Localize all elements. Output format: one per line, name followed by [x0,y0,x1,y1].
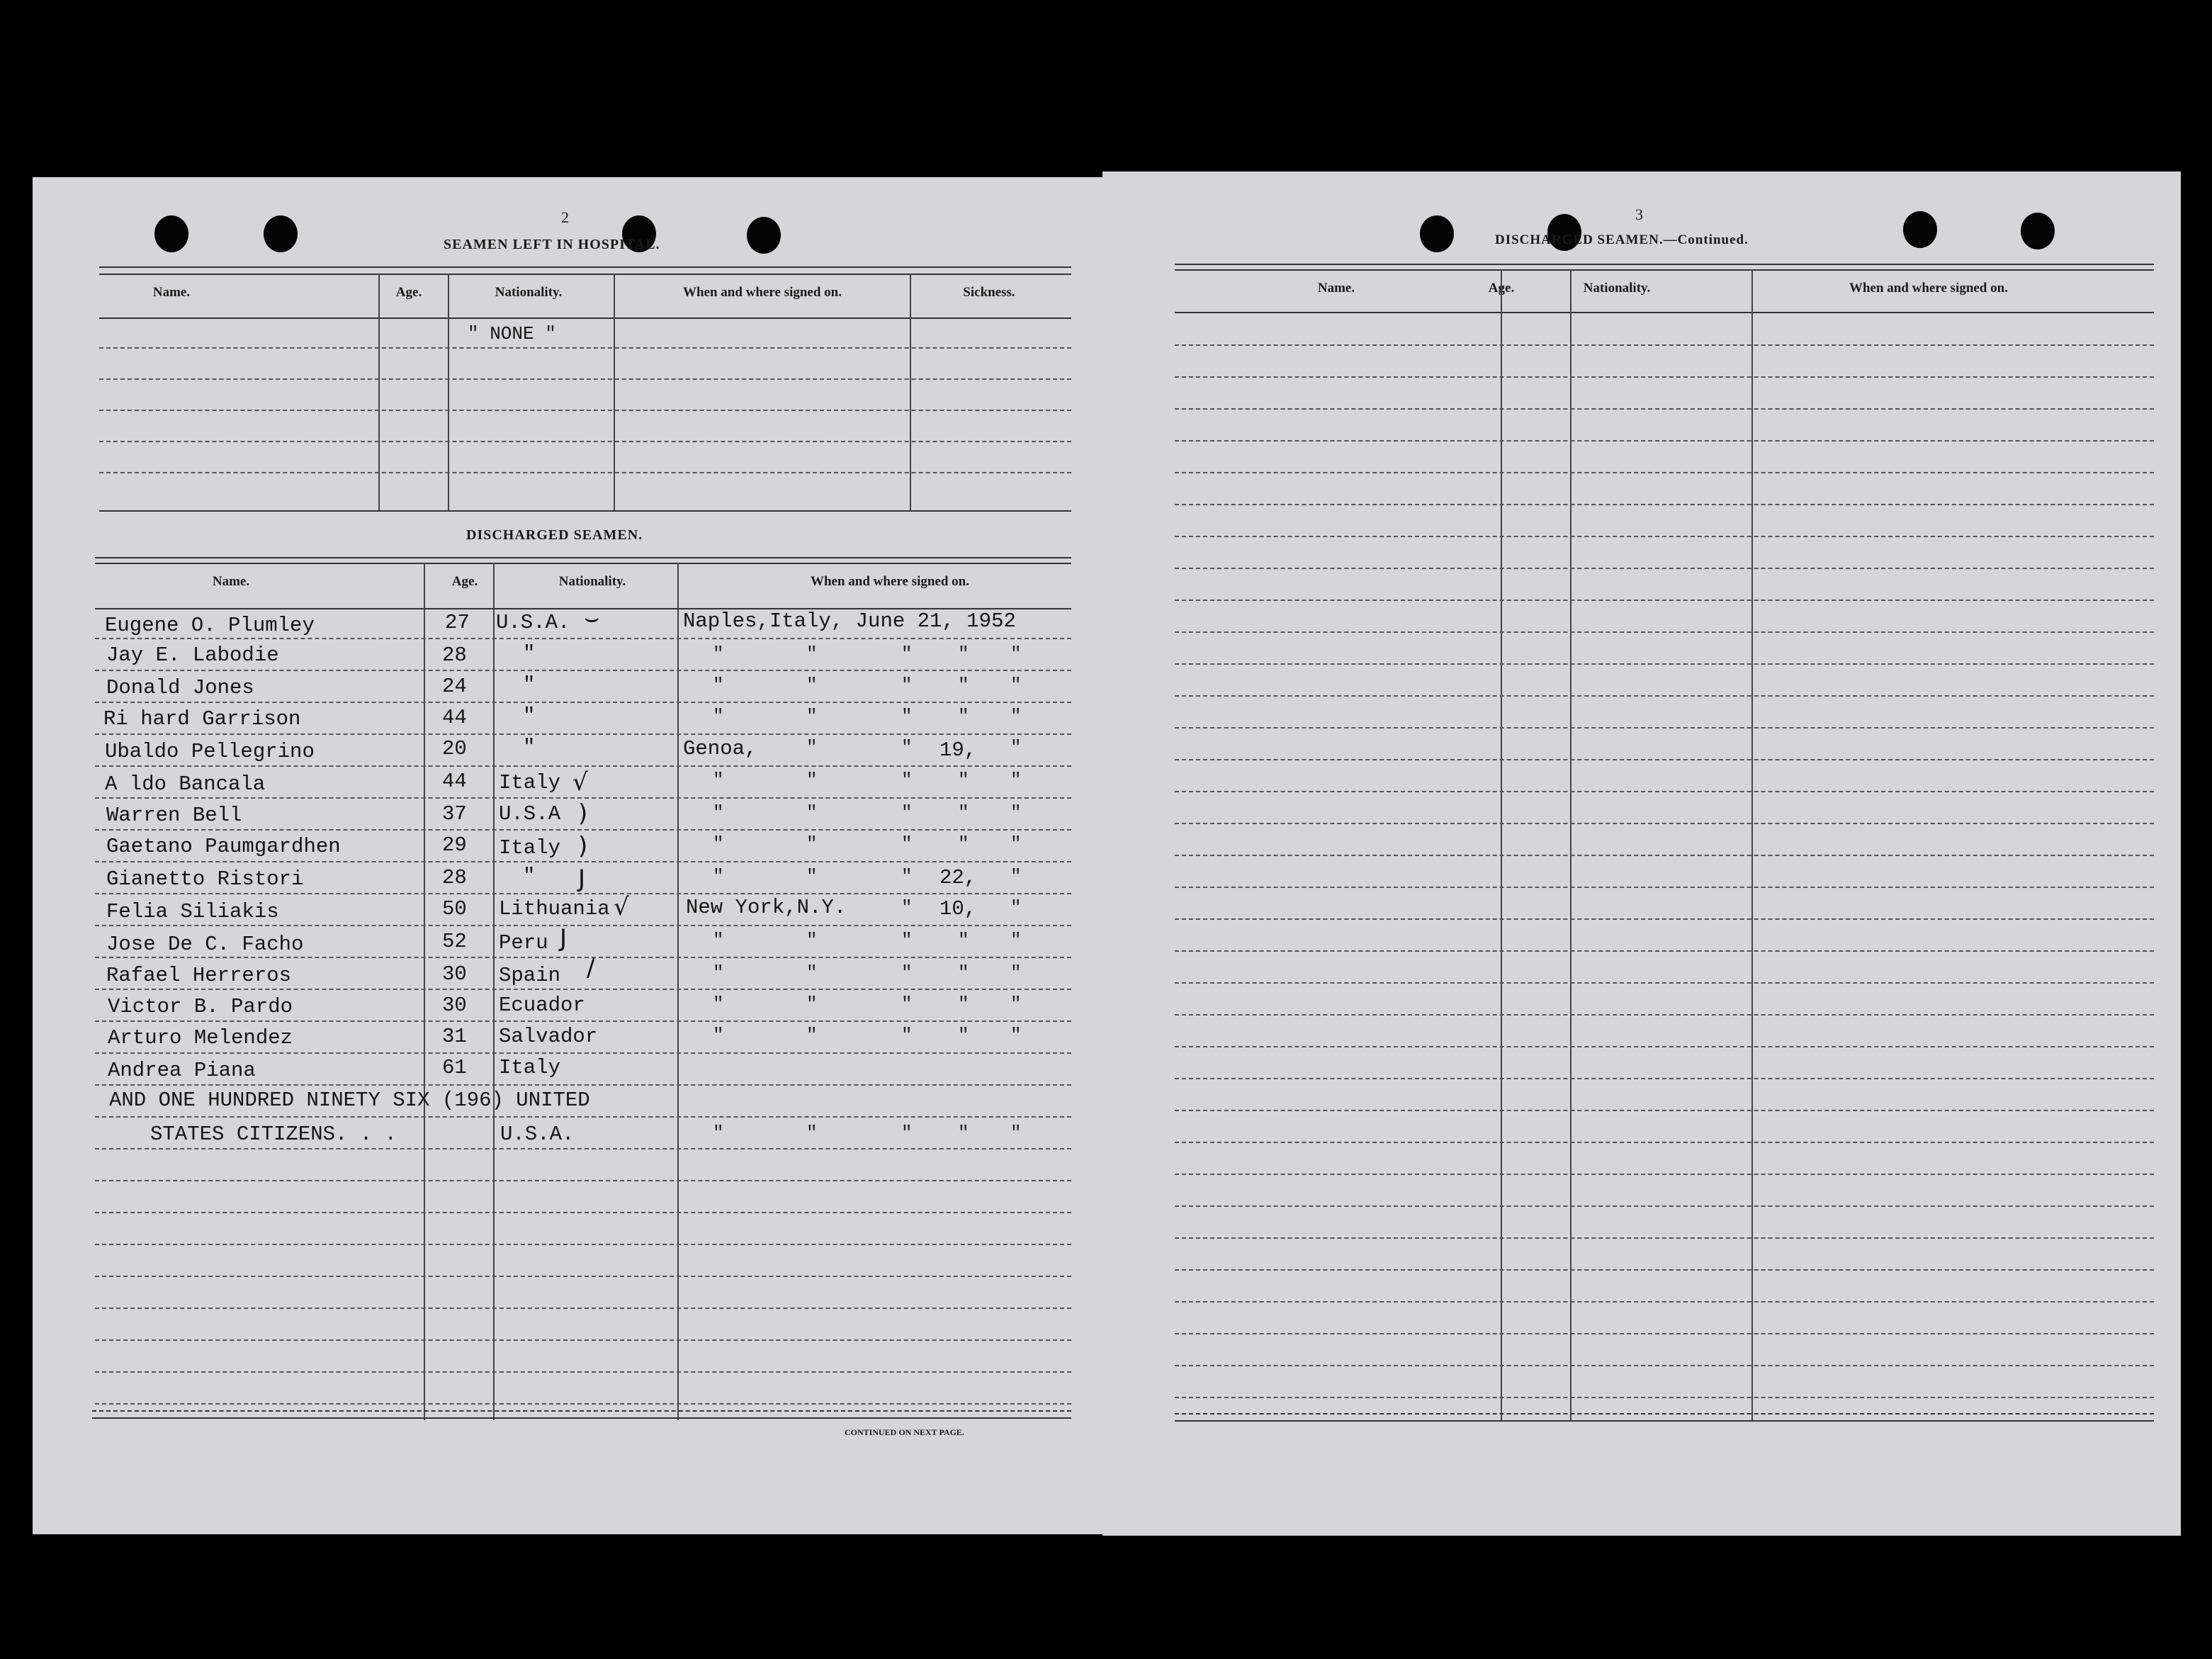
ruled-line [95,670,1071,671]
summary-line-2: STATES CITIZENS. . . [150,1123,397,1146]
ruled-line [1175,1333,2154,1334]
discharged-title: DISCHARGED SEAMEN. [466,527,643,543]
ruled-line [95,765,1071,767]
ditto-mark: " [806,737,818,758]
row-nationality: " [523,736,536,759]
row-age: 24 [442,675,467,698]
hospital-entry: " NONE " [468,323,556,344]
ruled-line [1175,1014,2154,1016]
right-col-signed: When and where signed on. [1849,281,2008,296]
right-page [1102,171,2181,1536]
ruled-line [99,347,1071,349]
row-name: Jay E. Labodie [106,643,279,667]
ruled-line [1175,440,2154,442]
ditto-mark: " [958,802,969,823]
row-nationality: Lithuania [499,897,610,921]
ditto-mark: " [901,1123,913,1144]
ditto-mark: " [1010,930,1022,951]
continued-note: CONTINUED ON NEXT PAGE. [845,1427,964,1437]
col-divider [1570,269,1571,1420]
ditto-mark: " [713,962,724,984]
ruled-line [1175,727,2154,729]
ruled-line [95,638,1071,639]
ditto-mark: " [901,866,913,887]
rule [95,563,1071,564]
row-signed: Genoa, [683,737,757,760]
ditto-mark: " [1010,643,1022,665]
col-divider [493,563,495,1420]
row-name: Ubaldo Pellegrino [105,740,315,763]
summary-nationality: U.S.A. [500,1123,575,1146]
ditto-mark: " [958,675,969,696]
ruled-line [1175,1365,2154,1366]
ditto-mark: " [806,675,818,696]
ditto-mark: " [1010,706,1022,727]
ditto-mark: " [901,737,913,758]
punch-hole [747,217,781,254]
row-name: Arturo Melendez [108,1026,293,1050]
ruled-line [95,1212,1071,1213]
ditto-mark: " [713,1123,724,1144]
row-age: 30 [442,994,467,1017]
ruled-line [95,925,1071,926]
ruled-line [1175,1110,2154,1111]
row-name: Eugene O. Plumley [105,614,315,637]
right-col-nationality: Nationality. [1583,281,1651,296]
rule [1175,1413,2154,1415]
ruled-line [95,1020,1071,1022]
ditto-mark: " [901,643,913,665]
row-age: 30 [442,962,467,986]
col-divider [614,274,615,510]
ditto-mark: " [1010,962,1022,984]
ditto-mark: " [1010,802,1022,823]
page-number: 3 [1635,206,1643,223]
hospital-col-name: Name. [152,285,191,300]
row-age: 61 [442,1056,467,1079]
ruled-line [1175,376,2154,378]
discharged-continued-title: DISCHARGED SEAMEN.—Continued. [1495,232,1749,247]
ruled-line [1175,1174,2154,1175]
rule [99,274,1071,275]
punch-hole [1903,211,1937,248]
rule [1175,1420,2154,1422]
hospital-title: SEAMEN LEFT IN HOSPITAL. [444,237,660,252]
margin-handwriting [35,312,60,320]
col-divider [677,563,679,1420]
row-day: 19, [939,738,977,762]
row-age: 52 [442,930,467,953]
row-age: 37 [442,802,467,826]
ruled-line [1175,408,2154,410]
rule [99,510,1071,512]
row-name: A ldo Bancala [105,772,266,796]
ditto-mark: " [806,706,818,727]
ruled-line [1175,504,2154,505]
ruled-line [95,1052,1071,1054]
row-name: Jose De C. Facho [106,933,304,956]
ruled-line [95,797,1071,799]
row-name: Victor B. Pardo [108,995,293,1018]
discharged-col-name: Name. [212,574,250,589]
ruled-line [1175,1301,2154,1303]
row-nationality: Peru [499,931,548,955]
row-name: Warren Bell [106,804,242,827]
ruled-line [1175,631,2154,633]
ditto-mark: " [806,1025,818,1046]
ditto-mark: " [713,1025,724,1046]
ditto-mark: " [901,930,913,951]
right-col-name: Name. [1317,281,1355,296]
ruled-line [1175,344,2154,346]
check-mark: √ [614,893,629,921]
ruled-line [95,861,1071,862]
ditto-mark: " [958,643,969,665]
ditto-mark: " [901,675,913,696]
row-signed: Naples,Italy, June 21, 1952 [683,609,1016,633]
ditto-mark: " [806,962,818,984]
hospital-col-age: Age. [395,285,422,300]
ruled-line [1175,759,2154,760]
ruled-line [1175,472,2154,473]
punch-hole [154,215,188,252]
row-name: Felia Siliakis [106,900,279,923]
col-divider [1751,269,1753,1420]
ruled-line [1175,1269,2154,1271]
row-nationality: " [523,865,536,888]
ditto-mark: " [1010,770,1022,791]
ruled-line [95,1403,1071,1405]
punch-hole [2021,213,2055,249]
ruled-line [95,1084,1071,1086]
row-nationality: Italy [499,836,561,860]
rule [1175,269,2154,271]
ditto-mark: " [901,770,913,791]
ditto-mark: " [958,1025,969,1046]
ditto-mark: " [958,930,969,951]
ruled-line [1175,1142,2154,1143]
ruled-line [1175,918,2154,920]
row-nationality: " [523,642,536,665]
ruled-line [95,1371,1071,1373]
row-age: 44 [442,706,467,729]
row-name: Ri hard Garrison [103,707,301,731]
ruled-line [95,1307,1071,1309]
ditto-mark: " [806,1123,818,1144]
ruled-line [1175,1237,2154,1239]
discharged-col-age: Age. [451,574,478,589]
row-nationality: Italy [499,1056,561,1079]
check-mark: √ [572,768,588,797]
ditto-mark: " [958,994,969,1015]
ditto-mark: " [958,770,969,791]
ruled-line [1175,791,2154,792]
ruled-line [95,829,1071,831]
ditto-mark: " [713,675,724,696]
row-name: Gianetto Ristori [106,867,304,891]
check-mark: J [560,924,568,952]
ditto-mark: " [901,1025,913,1046]
rule [95,557,1071,558]
ruled-line [99,441,1071,442]
ruled-line [1175,536,2154,537]
ruled-line [1175,823,2154,824]
row-nationality: Ecuador [499,994,585,1017]
row-name: Donald Jones [106,676,254,699]
ruled-line [95,989,1071,990]
ditto-mark: " [901,802,913,823]
ruled-line [1175,950,2154,952]
row-nationality: " [523,704,536,728]
ditto-mark: " [1010,994,1022,1015]
rule [1175,264,2154,265]
row-name: Andrea Piana [108,1059,256,1082]
ruled-line [95,1339,1071,1341]
row-age: 28 [442,643,467,667]
ruled-line [95,957,1071,958]
ditto-mark: " [901,962,913,984]
ditto-mark: " [1010,675,1022,696]
ruled-line [1175,982,2154,984]
check-mark: ) [578,799,588,828]
ruled-line [95,1180,1071,1181]
ditto-mark: " [806,770,818,791]
ruled-line [1175,855,2154,856]
ruled-line [95,702,1071,703]
ditto-mark: " [958,962,969,984]
row-nationality: " [523,673,536,697]
discharged-col-signed: When and where signed on. [810,574,969,589]
rule [92,1417,1071,1419]
ruled-line [95,1244,1071,1245]
row-age: 28 [442,866,467,889]
ruled-line [95,733,1071,735]
row-signed: New York,N.Y. [686,896,847,919]
ditto-mark: " [1010,737,1022,758]
ditto-mark: " [958,1123,969,1144]
ruled-line [95,1148,1071,1149]
rule [99,317,1071,319]
ditto-mark: " [713,930,724,951]
check-mark: ⌣ [584,604,600,632]
discharged-col-nationality: Nationality. [558,574,626,589]
hospital-col-nationality: Nationality. [495,285,563,300]
ruled-line [1175,1078,2154,1079]
ruled-line [95,893,1071,894]
ruled-line [95,1116,1071,1118]
ditto-mark: " [713,643,724,665]
ditto-mark: " [806,833,818,855]
ditto-mark: " [713,706,724,727]
row-age: 44 [442,770,467,793]
hospital-col-signed: When and where signed on. [682,285,842,300]
punch-hole [1420,215,1454,252]
row-age: 29 [442,833,467,857]
left-page [33,177,1110,1534]
rule [99,266,1071,268]
ditto-mark: " [1010,866,1022,887]
ditto-mark: " [806,643,818,665]
ditto-mark: " [901,706,913,727]
ruled-line [1175,1397,2154,1398]
punch-hole [264,215,298,252]
hospital-col-sickness: Sickness. [963,285,1015,300]
col-divider [448,274,449,510]
ditto-mark: " [901,994,913,1015]
row-name: Rafael Herreros [106,964,292,987]
ditto-mark: " [901,833,913,855]
ditto-mark: " [958,706,969,727]
ditto-mark: " [713,770,724,791]
ruled-line [1175,663,2154,665]
page-number: 2 [561,208,569,226]
ditto-mark: " [958,833,969,855]
ruled-line [1175,1046,2154,1047]
ruled-line [1175,1205,2154,1207]
row-name: Gaetano Paumgardhen [106,835,341,858]
ruled-line [95,1276,1071,1277]
ruled-line [99,410,1071,411]
row-age: 27 [445,611,470,634]
ruled-line [1175,887,2154,888]
col-divider [910,274,911,510]
row-age: 31 [442,1025,467,1048]
rule [1175,312,2154,313]
ruled-line [1175,695,2154,697]
ditto-mark: " [1010,1025,1022,1046]
summary-line-1: AND ONE HUNDRED NINETY SIX (196) UNITED [109,1089,590,1112]
ditto-mark: " [901,897,913,918]
ditto-mark: " [806,866,818,887]
ditto-mark: " [806,802,818,823]
ditto-mark: " [1010,897,1022,918]
row-day: 22, [939,866,977,889]
ditto-mark: " [713,866,724,887]
col-divider [378,274,380,510]
row-day: 10, [939,897,977,921]
rule [92,1410,1071,1412]
ditto-mark: " [1010,1123,1022,1144]
row-nationality: Spain [499,964,561,987]
row-nationality: Salvador [499,1025,598,1048]
ditto-mark: " [806,994,818,1015]
check-mark: / [587,954,595,982]
ditto-mark: " [713,994,724,1015]
ditto-mark: " [713,802,724,823]
row-nationality: U.S.A [499,802,561,826]
ruled-line [99,378,1071,380]
row-age: 20 [442,737,467,760]
ruled-line [1175,568,2154,569]
check-mark: J [578,865,586,893]
ditto-mark: " [1010,833,1022,855]
ditto-mark: " [806,930,818,951]
right-col-age: Age. [1488,281,1515,296]
ruled-line [99,472,1071,473]
row-nationality: U.S.A. [496,611,570,634]
check-mark: ) [578,832,588,860]
col-divider [1501,269,1502,1420]
row-age: 50 [442,897,467,921]
col-divider [424,563,425,1420]
ditto-mark: " [713,833,724,855]
ruled-line [1175,600,2154,601]
row-nationality: Italy [499,771,561,794]
